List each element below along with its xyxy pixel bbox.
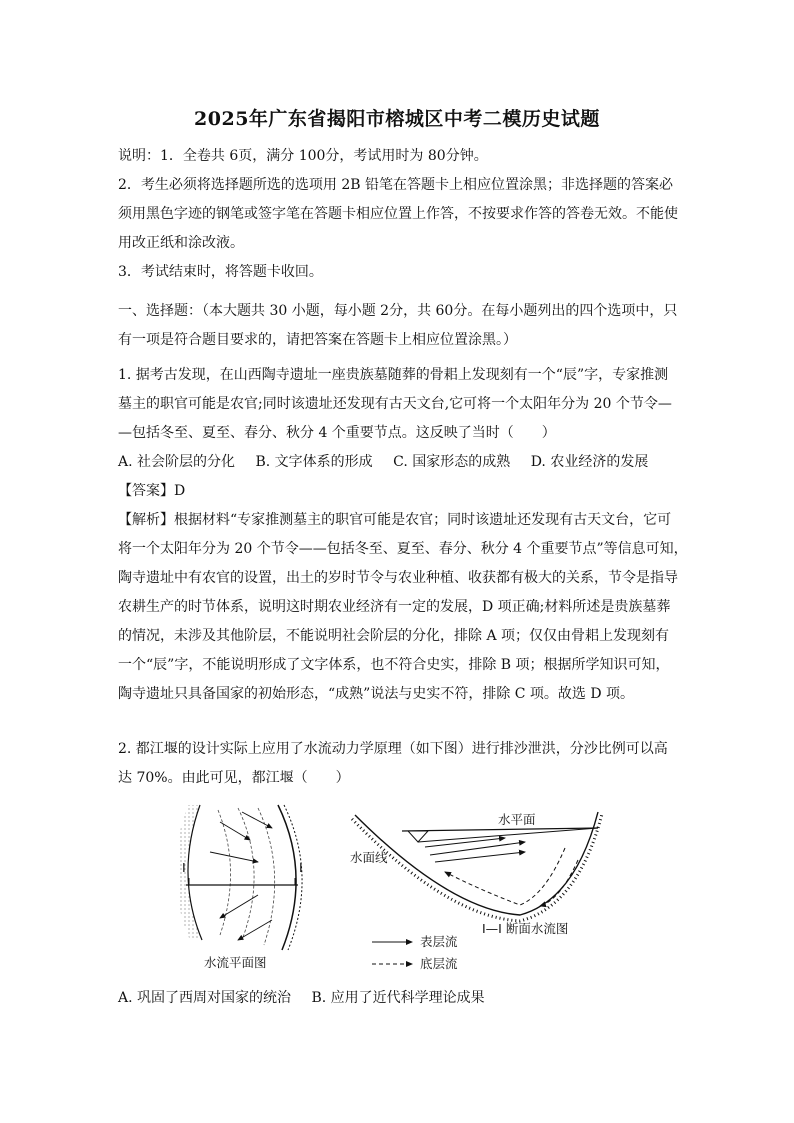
bottom-flow-arrow-1	[445, 848, 565, 905]
section-label: I—I 断面水流图	[482, 921, 569, 936]
option-b: B. 应用了近代科学理论成果	[311, 990, 485, 1006]
outer-bank	[278, 805, 296, 950]
water-level-triangle	[408, 831, 428, 842]
section-line: 有一项是符合题目要求的，请把答案在答题卡上相应位置涂黑。）	[118, 332, 517, 348]
instruction-line: 说明：1．全卷共 6页，满分 100分，考试用时为 80分钟。	[118, 148, 488, 164]
instructions	[118, 142, 678, 287]
question-2-options	[118, 984, 678, 1013]
section-marker-right: I	[299, 860, 303, 875]
option-c: C. 国家形态的成熟	[393, 454, 511, 470]
question-2	[118, 735, 678, 793]
analysis-line: 将一个太阳年分为 20 个节令——包括冬至、夏至、春分、秋分 4 个重要节点”等信息可知，	[118, 541, 688, 557]
surface-flow-arrow-2	[430, 842, 525, 855]
analysis-line: 一个“辰”字，不能说明形成了文字体系，也不符合史实，排除 B 项；根据所学知识可知，	[118, 657, 670, 673]
question-stem-line: 墓主的职官可能是农官;同时该遗址还发现有古天文台,它可将一个太阳年分为 20 个节令—	[118, 396, 672, 412]
water-line-label: 水面线	[350, 850, 388, 865]
question-stem-line: 达 70%。由此可见，都江堰（ ）	[118, 770, 350, 786]
answer: 【答案】D	[118, 483, 186, 499]
water-flow-svg	[180, 800, 620, 980]
channel-bed	[355, 812, 598, 915]
option-d: D. 农业经济的发展	[530, 454, 649, 470]
instruction-line: 3．考试结束时，将答题卡收回。	[118, 264, 323, 280]
plan-view	[180, 805, 303, 970]
option-a: A. 社会阶层的分化	[118, 454, 236, 470]
streamlines	[218, 808, 275, 945]
bottom-flow-arrow-2	[540, 860, 578, 906]
instruction-line: 2．考生必须将选择题所选的选项用 2B 铅笔在答题卡上相应位置涂黑；非选择题的答案必	[118, 177, 674, 193]
question-options	[118, 984, 678, 1013]
analysis-line: 陶寺遗址中有农官的设置，出土的岁时节令与农业种植、收获都有极大的关系，节令是指导	[118, 570, 678, 586]
page-title: 2025年广东省揭阳市榕城区中考二模历史试题	[194, 108, 600, 130]
legend-bottom-flow: 底层流	[420, 956, 458, 971]
section-line: 一、选择题：（本大题共 30 小题，每小题 2分，共 60分。在每小题列出的四个选项中，只	[118, 303, 678, 319]
instruction-line: 用改正纸和涂改液。	[118, 235, 244, 251]
water-surface-label: 水平面	[498, 812, 536, 827]
question-options	[118, 448, 678, 477]
question-stem-line: 1. 据考古发现，在山西陶寺遗址一座贵族墓随葬的骨耜上发现刻有一个“辰”字，专家推测	[118, 367, 669, 383]
surface-flow-arrow-1	[425, 838, 505, 847]
section-view	[350, 812, 602, 971]
analysis-line: 的情况，未涉及其他阶层，不能说明社会阶层的分化，排除 A 项；仅仅由骨耜上发现刻有	[118, 628, 670, 644]
question-stem-line: —包括冬至、夏至、春分、秋分 4 个重要节点。这反映了当时（ ）	[118, 425, 556, 441]
analysis-line: 农耕生产的时节体系，说明这时期农业经济有一定的发展，D 项正确;材料所述是贵族墓葬	[118, 599, 671, 615]
surface-flow-arrow-3	[435, 852, 525, 862]
question-stem-line: 2. 都江堰的设计实际上应用了水流动力学原理（如下图）进行排沙泄洪，分沙比例可以高	[118, 741, 668, 757]
option-b: B. 文字体系的形成	[255, 454, 373, 470]
option-a: A. 巩固了西周对国家的统治	[118, 990, 292, 1006]
water-flow-diagram	[180, 800, 620, 980]
question-1	[118, 361, 688, 709]
plan-label: 水流平面图	[204, 955, 267, 970]
analysis-line: 【解析】根据材料“专家推测墓主的职官可能是农官；同时该遗址还发现有古天文台，它可	[118, 512, 672, 528]
legend-surface-flow: 表层流	[420, 934, 458, 949]
analysis-line: 陶寺遗址只具备国家的初始形态，“成熟”说法与史实不符，排除 C 项。故选 D 项。	[118, 686, 635, 702]
section-heading	[118, 297, 678, 355]
flow-arrows	[210, 812, 272, 940]
instruction-line: 须用黑色字迹的钢笔或签字笔在答题卡相应位置上作答，不按要求作答的答卷无效。不能使	[118, 206, 678, 222]
section-marker-left: I	[182, 860, 186, 875]
